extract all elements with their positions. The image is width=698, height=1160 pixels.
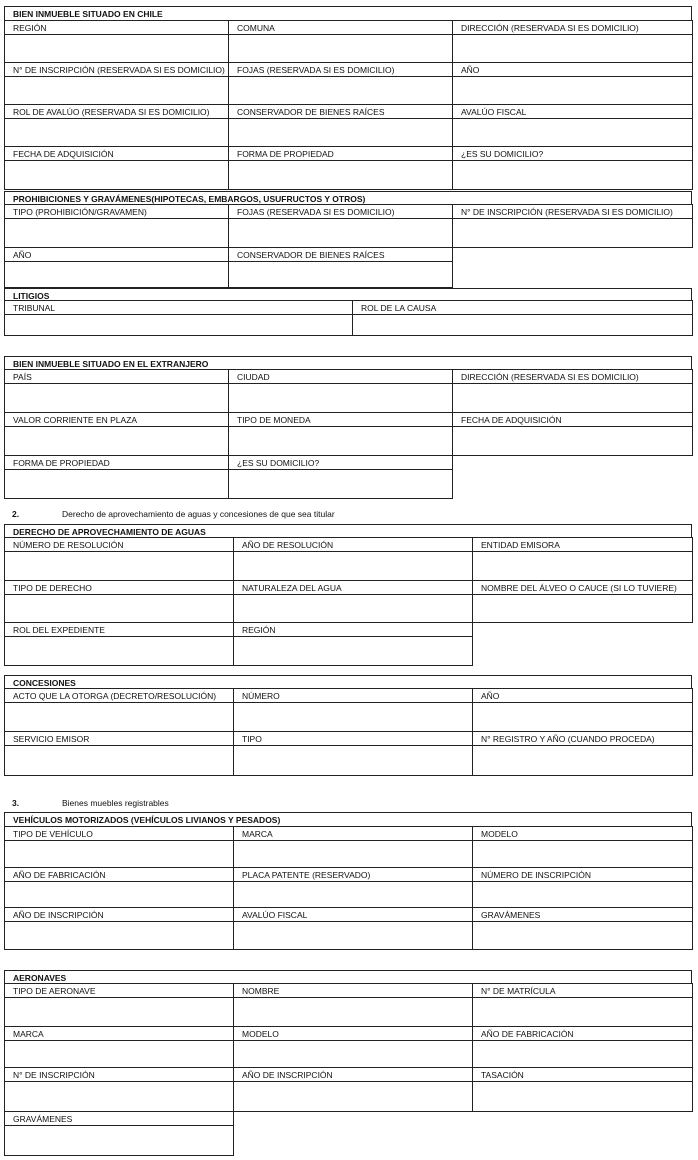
field-value-area	[473, 595, 692, 622]
field-value-area	[229, 219, 452, 247]
foreign-property-table-title: BIEN INMUEBLE SITUADO EN EL EXTRANJERO	[4, 356, 692, 370]
field-value-area	[229, 470, 452, 498]
field-value-area	[229, 77, 452, 104]
field-value-area	[229, 384, 452, 412]
field-value-area	[5, 119, 228, 146]
section-heading-2	[0, 509, 335, 519]
field-value-area	[5, 1041, 233, 1067]
field-label: N° DE INSCRIPCIÓN (RESERVADA SI ES DOMICILIO)	[453, 205, 692, 219]
field-ano	[4, 247, 229, 288]
field-region	[233, 622, 473, 666]
field-nombre-del-alveo-o-cauce-si-lo-tuviere	[472, 580, 693, 623]
field-tasacion	[472, 1067, 693, 1112]
section-heading-3	[0, 798, 169, 808]
field-label: AVALÚO FISCAL	[234, 908, 472, 922]
field-n-registro-y-ano-cuando-proceda	[472, 731, 693, 776]
field-label: ROL DE AVALÚO (RESERVADA SI ES DOMICILIO)	[5, 105, 228, 119]
field-value-area	[473, 746, 692, 775]
field-value-area	[353, 315, 692, 335]
field-value-area	[5, 427, 228, 455]
field-label: PAÍS	[5, 370, 228, 384]
field-es-su-domicilio	[228, 455, 453, 499]
field-label: FOJAS (RESERVADA SI ES DOMICILIO)	[229, 63, 452, 77]
field-value-area	[234, 703, 472, 731]
field-label: N° DE INSCRIPCIÓN	[5, 1068, 233, 1082]
field-tipo-prohibicion-gravamen	[4, 204, 229, 248]
field-value-area	[5, 882, 233, 907]
field-ciudad	[228, 369, 453, 413]
field-rol-del-expediente	[4, 622, 234, 666]
field-forma-de-propiedad	[228, 146, 453, 190]
field-label: GRAVÁMENES	[473, 908, 692, 922]
field-label: AÑO DE FABRICACIÓN	[5, 868, 233, 882]
field-value-area	[5, 841, 233, 867]
field-label: TASACIÓN	[473, 1068, 692, 1082]
chile-property-table-title: BIEN INMUEBLE SITUADO EN CHILE	[4, 6, 692, 21]
field-n-de-inscripcion	[4, 1067, 234, 1112]
field-ano-de-resolucion	[233, 537, 473, 581]
field-label: MODELO	[234, 1027, 472, 1041]
field-label: AÑO DE INSCRIPCIÓN	[234, 1068, 472, 1082]
field-label: MARCA	[5, 1027, 233, 1041]
field-label: TIPO	[234, 732, 472, 746]
concessions-table-title: CONCESIONES	[4, 675, 692, 689]
field-label: MODELO	[473, 827, 692, 841]
field-label: GRAVÁMENES	[5, 1112, 233, 1126]
field-label: FECHA DE ADQUISICIÓN	[453, 413, 692, 427]
field-value-area	[473, 552, 692, 580]
field-value-area	[5, 922, 233, 949]
field-value-area	[5, 262, 228, 287]
field-value-area	[453, 119, 692, 146]
encumbrances-table-title: PROHIBICIONES Y GRAVÁMENES(HIPOTECAS, EMBARGOS, USUFRUCTOS Y OTROS)	[4, 191, 692, 205]
field-value-area	[234, 1082, 472, 1111]
field-conservador-de-bienes-raices	[228, 247, 453, 288]
field-value-area	[234, 595, 472, 622]
field-label: ¿ES SU DOMICILIO?	[453, 147, 692, 161]
field-label: NÚMERO	[234, 689, 472, 703]
field-value-area	[5, 746, 233, 775]
field-ano	[472, 688, 693, 732]
field-value-area	[229, 161, 452, 189]
field-servicio-emisor	[4, 731, 234, 776]
field-ano-de-fabricacion	[472, 1026, 693, 1068]
field-pais	[4, 369, 229, 413]
field-label: AÑO DE RESOLUCIÓN	[234, 538, 472, 552]
field-fojas-reservada-si-es-domicilio	[228, 62, 453, 105]
field-value-area	[5, 219, 228, 247]
field-label: AÑO	[473, 689, 692, 703]
field-label: TIPO DE AERONAVE	[5, 984, 233, 998]
field-value-area	[473, 1082, 692, 1111]
field-value-area	[453, 427, 692, 455]
field-ano	[452, 62, 693, 105]
field-label: NÚMERO DE INSCRIPCIÓN	[473, 868, 692, 882]
field-numero-de-inscripcion	[472, 867, 693, 908]
field-label: NOMBRE DEL ÁLVEO O CAUCE (SI LO TUVIERE)	[473, 581, 692, 595]
field-gravamenes	[4, 1111, 234, 1156]
field-label: DIRECCIÓN (RESERVADA SI ES DOMICILIO)	[453, 21, 692, 35]
field-conservador-de-bienes-raices	[228, 104, 453, 147]
field-value-area	[234, 882, 472, 907]
field-region	[4, 20, 229, 63]
vehicles-table-title: VEHÍCULOS MOTORIZADOS (VEHÍCULOS LIVIANOS Y PESADOS)	[4, 812, 692, 827]
field-entidad-emisora	[472, 537, 693, 581]
field-value-area	[453, 77, 692, 104]
field-value-area	[5, 470, 228, 498]
heading-number: 2.	[12, 509, 20, 519]
field-nombre	[233, 983, 473, 1027]
litigation-table-title: LITIGIOS	[4, 288, 692, 301]
field-value-area	[5, 35, 228, 62]
field-tipo-de-vehiculo	[4, 826, 234, 868]
field-direccion-reservada-si-es-domicilio	[452, 369, 693, 413]
field-value-area	[5, 315, 352, 335]
field-label: SERVICIO EMISOR	[5, 732, 233, 746]
field-value-area	[5, 998, 233, 1026]
field-label: AÑO DE FABRICACIÓN	[473, 1027, 692, 1041]
field-label: CIUDAD	[229, 370, 452, 384]
field-value-area	[473, 1041, 692, 1067]
field-value-area	[453, 161, 692, 189]
field-label: REGIÓN	[5, 21, 228, 35]
field-modelo	[233, 1026, 473, 1068]
field-label: MARCA	[234, 827, 472, 841]
field-label: NATURALEZA DEL AGUA	[234, 581, 472, 595]
field-value-area	[453, 384, 692, 412]
field-marca	[4, 1026, 234, 1068]
field-label: CONSERVADOR DE BIENES RAÍCES	[229, 248, 452, 262]
field-label: N° REGISTRO Y AÑO (CUANDO PROCEDA)	[473, 732, 692, 746]
field-label: DIRECCIÓN (RESERVADA SI ES DOMICILIO)	[453, 370, 692, 384]
field-avaluo-fiscal	[452, 104, 693, 147]
field-rol-de-la-causa	[352, 300, 693, 336]
field-label: COMUNA	[229, 21, 452, 35]
field-label: TIPO DE DERECHO	[5, 581, 233, 595]
heading-text: Derecho de aprovechamiento de aguas y concesiones de que sea titular	[62, 509, 335, 519]
field-n-de-inscripcion-reservada-si-es-domicilio	[452, 204, 693, 248]
field-es-su-domicilio	[452, 146, 693, 190]
field-n-de-matricula	[472, 983, 693, 1027]
field-tipo	[233, 731, 473, 776]
field-value-area	[5, 161, 228, 189]
field-naturaleza-del-agua	[233, 580, 473, 623]
field-value-area	[234, 841, 472, 867]
field-value-area	[453, 219, 692, 247]
field-value-area	[5, 1082, 233, 1111]
field-value-area	[5, 384, 228, 412]
field-label: FORMA DE PROPIEDAD	[229, 147, 452, 161]
field-ano-de-inscripcion	[4, 907, 234, 950]
field-modelo	[472, 826, 693, 868]
field-value-area	[234, 746, 472, 775]
field-label: FECHA DE ADQUISICIÓN	[5, 147, 228, 161]
field-value-area	[5, 703, 233, 731]
field-label: VALOR CORRIENTE EN PLAZA	[5, 413, 228, 427]
heading-text: Bienes muebles registrables	[62, 798, 169, 808]
field-ano-de-fabricacion	[4, 867, 234, 908]
field-n-de-inscripcion-reservada-si-es-domicilio	[4, 62, 229, 105]
field-label: FORMA DE PROPIEDAD	[5, 456, 228, 470]
field-label: TIPO (PROHIBICIÓN/GRAVAMEN)	[5, 205, 228, 219]
field-value-area	[234, 922, 472, 949]
field-label: ROL DE LA CAUSA	[353, 301, 692, 315]
water-rights-table-title: DERECHO DE APROVECHAMIENTO DE AGUAS	[4, 524, 692, 538]
field-tipo-de-derecho	[4, 580, 234, 623]
field-valor-corriente-en-plaza	[4, 412, 229, 456]
field-value-area	[234, 1041, 472, 1067]
field-label: AÑO DE INSCRIPCIÓN	[5, 908, 233, 922]
heading-number: 3.	[12, 798, 20, 808]
field-numero-de-resolucion	[4, 537, 234, 581]
field-direccion-reservada-si-es-domicilio	[452, 20, 693, 63]
field-value-area	[234, 998, 472, 1026]
field-fecha-de-adquisicion	[4, 146, 229, 190]
field-value-area	[453, 35, 692, 62]
aircraft-table-title: AERONAVES	[4, 970, 692, 984]
field-value-area	[5, 595, 233, 622]
field-ano-de-inscripcion	[233, 1067, 473, 1112]
field-tipo-de-aeronave	[4, 983, 234, 1027]
field-label: NÚMERO DE RESOLUCIÓN	[5, 538, 233, 552]
field-label: ROL DEL EXPEDIENTE	[5, 623, 233, 637]
field-numero	[233, 688, 473, 732]
field-value-area	[5, 637, 233, 665]
field-label: TIPO DE MONEDA	[229, 413, 452, 427]
field-label: TIPO DE VEHÍCULO	[5, 827, 233, 841]
field-value-area	[473, 882, 692, 907]
field-value-area	[229, 35, 452, 62]
field-value-area	[234, 552, 472, 580]
field-label: TRIBUNAL	[5, 301, 352, 315]
field-rol-de-avaluo-reservada-si-es-domicilio	[4, 104, 229, 147]
field-forma-de-propiedad	[4, 455, 229, 499]
field-avaluo-fiscal	[233, 907, 473, 950]
field-value-area	[473, 998, 692, 1026]
field-value-area	[473, 922, 692, 949]
field-label: AÑO	[453, 63, 692, 77]
field-tipo-de-moneda	[228, 412, 453, 456]
field-acto-que-la-otorga-decreto-resolucion	[4, 688, 234, 732]
field-label: ACTO QUE LA OTORGA (DECRETO/RESOLUCIÓN)	[5, 689, 233, 703]
field-label: NOMBRE	[234, 984, 472, 998]
field-label: AVALÚO FISCAL	[453, 105, 692, 119]
field-label: FOJAS (RESERVADA SI ES DOMICILIO)	[229, 205, 452, 219]
field-label: PLACA PATENTE (RESERVADO)	[234, 868, 472, 882]
field-marca	[233, 826, 473, 868]
field-fojas-reservada-si-es-domicilio	[228, 204, 453, 248]
field-label: ENTIDAD EMISORA	[473, 538, 692, 552]
field-label: REGIÓN	[234, 623, 472, 637]
field-value-area	[229, 262, 452, 287]
field-tribunal	[4, 300, 353, 336]
field-fecha-de-adquisicion	[452, 412, 693, 456]
field-gravamenes	[472, 907, 693, 950]
field-value-area	[229, 119, 452, 146]
field-label: AÑO	[5, 248, 228, 262]
field-value-area	[5, 77, 228, 104]
field-value-area	[229, 427, 452, 455]
field-label: CONSERVADOR DE BIENES RAÍCES	[229, 105, 452, 119]
field-value-area	[234, 637, 472, 665]
field-value-area	[473, 703, 692, 731]
field-value-area	[5, 1126, 233, 1155]
field-label: N° DE MATRÍCULA	[473, 984, 692, 998]
field-comuna	[228, 20, 453, 63]
field-value-area	[5, 552, 233, 580]
field-placa-patente-reservado	[233, 867, 473, 908]
field-label: N° DE INSCRIPCIÓN (RESERVADA SI ES DOMICILIO)	[5, 63, 228, 77]
field-label: ¿ES SU DOMICILIO?	[229, 456, 452, 470]
field-value-area	[473, 841, 692, 867]
